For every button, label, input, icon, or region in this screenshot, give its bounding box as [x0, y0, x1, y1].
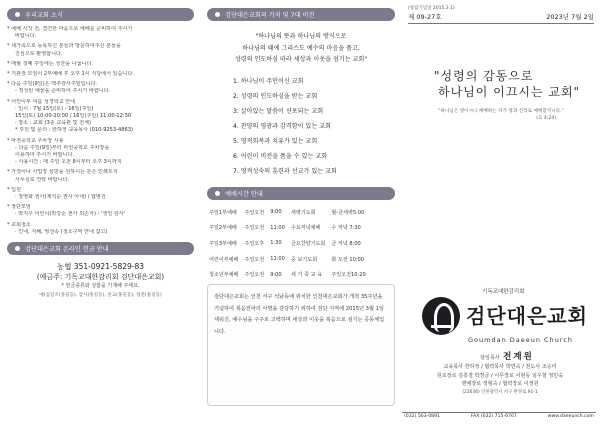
- news-line: - 다음 주일(9일)부터 마전중학교 주차장을: [15, 144, 110, 151]
- issue-registration: (창립기념일 2015.3.1): [408, 6, 455, 11]
- issue-number: 제 09-27호: [408, 13, 442, 21]
- schedule-cell: 11:00: [270, 256, 285, 263]
- schedule-cell: 주일3부예배: [209, 240, 237, 247]
- church-english-name: Goumdan Daeeun Church: [468, 336, 574, 344]
- news-line: * 입원: [7, 186, 22, 193]
- schedule-cell: 주일오전: [244, 225, 265, 232]
- schedule-cell: 중 보기도회: [290, 256, 318, 263]
- vision-item: 2. 성령의 인도하심을 받는 교회: [233, 92, 318, 100]
- news-line: · 일시 : 7월 15일(토) - 16일(주일): [15, 105, 94, 112]
- vision-item: 6. 어린이 비전을 품을 수 있는 교회: [233, 152, 327, 160]
- account-example: 예)십일조(홍길동), 감사(홍길동), 선교(홍길동), 성전(홍길동): [39, 293, 162, 299]
- schedule-cell: 화 오전 10:00: [331, 256, 365, 263]
- schedule-cell: 1:30: [270, 240, 282, 247]
- news-line: * 기관장 모임이 2부예배 후 오후 1시 식당에서 있습니다.: [7, 71, 134, 78]
- news-line: · 장소 : 교회 (3층 교육관 및 전체): [15, 120, 92, 127]
- schedule-cell: 주일오전: [244, 272, 265, 279]
- account-info: [7, 261, 194, 300]
- schedule-cell: 월-금새벽5:00: [331, 209, 365, 216]
- staff-line: 교육목사 한하정 / 협력목사 박연숙 / 전도사 조승미: [443, 364, 557, 370]
- staff-line: 명예장로 정형숙 / 협력장로 이정원: [461, 381, 539, 388]
- news-line: * 새가족으로 등록하신 분들과 방문하여주신 분들을: [7, 43, 121, 50]
- schedule-cell: 어린이부예배: [209, 256, 239, 263]
- schedule-cell: 주일오전10:20: [331, 272, 366, 279]
- vision-column: [200, 0, 400, 424]
- news-line: * 예배 시작 전, 경건한 마음으로 예배를 준비하여 주시기: [7, 26, 133, 32]
- fax-number: FAX (032) 715-6767: [470, 414, 517, 419]
- vision-item: 1. 하나님이 주인이신 교회: [233, 77, 304, 85]
- schedule-cell: 주일오전: [244, 209, 265, 216]
- schedule-header: [207, 187, 395, 200]
- vision-item: 4. 찬양의 영광과 감격함이 있는 교회: [233, 122, 331, 130]
- news-line: * 후원 및 문의 : 한하정 교육목사 (010-9253-4863): [15, 127, 133, 134]
- news-line: 진심으로 환영합니다.: [15, 50, 63, 57]
- church-intro: 검단대은교회는 인천 서구 석남동에 위치한 인천대은교회가 개척 35주년을 기념하여 복음전파의 사명을 감당하기 위하여 검단 지역에 2015년 3월 1일 세워진, 예수님을 구주로 고백하며 세상과 이웃을 복음으로 섬기는 공동체입니다.: [207, 284, 395, 406]
- schedule-row: [209, 236, 372, 252]
- news-header: [7, 8, 194, 21]
- schedule-cell: 9:00: [270, 271, 282, 278]
- news-line: · 장영화 권사(제석순 권사 아내) / 탑병원: [15, 194, 106, 201]
- motto-line-1: "성령의 감동으로: [434, 69, 534, 83]
- news-line: 사무실로 연락 바랍니다.: [15, 176, 70, 183]
- schedule-cell: 새 가 족 교 육: [290, 272, 322, 279]
- church-address: (22636) 인천광역시 서구 완정로 91-1: [462, 389, 538, 395]
- bullet-icon: [215, 191, 220, 196]
- scripture-verse: "하나님은 영이시니 예배하는 자가 영과 진리로 예배할지니라.": [438, 109, 564, 114]
- motto-line-2: 하나님이 이끄시는 교회": [438, 85, 581, 99]
- news-line: - 사용시간 : 매 주일 오전 8시부터 오후 3시까지: [15, 159, 122, 166]
- news-line: * 가정이나 사업장 심방을 원하시는 분은 인쇄트지: [7, 169, 118, 176]
- schedule-cell: 주일오전: [244, 256, 265, 263]
- account-owner: (예금주: 기독교대한감리회 검단대은교회): [36, 273, 165, 282]
- schedule-cell: 9:00: [270, 209, 282, 216]
- news-line: * 어린이부 여름 성경학교 안내: [7, 98, 76, 105]
- news-line: - 정성된 예물을 준비하여 주시기 바랍니다.: [15, 88, 111, 95]
- vision-statement: [207, 31, 395, 66]
- bullet-icon: [15, 12, 20, 17]
- issue-line: [408, 13, 594, 24]
- church-motto: [434, 68, 594, 100]
- scripture-reference: (요 4:24): [536, 116, 556, 121]
- schedule-cell: 새벽기도회: [290, 209, 316, 216]
- account-note: * 헌금종류와 성함을 기재해 주세요.: [61, 283, 140, 290]
- schedule-cell: 11:00: [270, 224, 285, 231]
- account-title: 검단대은교회 온라인 헌금 안내: [25, 246, 109, 254]
- news-line: * 다음 주일(9일)은 맥추감사주일입니다.: [7, 81, 98, 88]
- news-list: [7, 26, 194, 236]
- schedule-cell: 수요저녁예배: [290, 225, 321, 232]
- vision-header: [207, 8, 395, 21]
- vision-item: 5. 영적회복과 치유가 있는 교회: [233, 137, 318, 145]
- bullet-icon: [15, 246, 20, 251]
- news-title: 우리교회 소식: [25, 12, 63, 19]
- schedule-cell: 수 저녁 7:30: [331, 225, 361, 232]
- senior-pastor: [422, 350, 592, 362]
- vision-title: 검단대은교회의 가치 및 7대 비전: [225, 12, 315, 19]
- staff-list: [404, 363, 596, 397]
- church-brand: [422, 287, 592, 362]
- news-line: · 인내, 지혜, 영선속 (청소구역 안내 참고): [15, 228, 108, 235]
- website-link[interactable]: www.daeeunch.com: [547, 414, 594, 419]
- contact-footer: [402, 412, 596, 421]
- news-line: · 박지우 어린이(박강순 권사 외손자) - '생일 감사': [15, 211, 126, 218]
- church-name: 검단대은교회: [466, 304, 588, 328]
- news-line: 15일(토) 10:00-20:00 / 16일(주일) 11:00-12:30: [15, 113, 132, 120]
- news-line: 이용하여 주시기 바랍니다.: [15, 152, 74, 159]
- vision-line: 하나님의 때에 그리스도 예수의 마음을 품고,: [242, 44, 360, 52]
- schedule-cell: 금요찬양기도회: [290, 240, 326, 247]
- brand-row: [422, 297, 592, 335]
- issue-date: 2023년 7월 2일: [546, 13, 594, 21]
- schedule-cell: 주일2부예배: [209, 225, 237, 232]
- church-logo-icon: [422, 297, 460, 335]
- schedule-table: [209, 205, 372, 283]
- denomination: 기독교대한감리회: [482, 289, 525, 295]
- schedule-cell: 주일1부예배: [209, 209, 237, 216]
- schedule-cell: 주일오후: [244, 240, 265, 247]
- pastor-name: 전계원: [503, 352, 534, 362]
- schedule-row: [209, 267, 372, 283]
- vision-item: 3. 살아있는 말씀이 선포되는 교회: [233, 107, 324, 115]
- account-number: 농협 351-0921-5829-83: [56, 262, 145, 272]
- schedule-row: [209, 220, 372, 236]
- schedule-row: [209, 205, 372, 221]
- vision-line: "하나님의 뜻과 하나님의 방식으로: [255, 33, 347, 40]
- account-header: [7, 242, 194, 255]
- schedule-title: 예배시간 안내: [225, 190, 263, 198]
- news-column: [0, 0, 200, 424]
- schedule-row: [209, 251, 372, 267]
- staff-line: 원로장로 김흥겸 박정금 / 시무장로 이현동 임우철 정민숙: [436, 372, 564, 379]
- news-line: * 매월 첫째 주일에는 성찬을 나눕니다.: [7, 60, 94, 67]
- bullet-icon: [215, 12, 220, 17]
- news-line: 바랍니다.: [15, 33, 37, 40]
- phone-number: (032) 563-0891: [404, 414, 440, 419]
- vision-list: [207, 74, 395, 179]
- news-line: * 교회청소: [7, 221, 31, 228]
- pastor-label: 담임목사: [480, 355, 500, 361]
- vision-item: 7. 영적성숙의 훈련과 선교가 있는 교회: [233, 167, 337, 175]
- news-line: * 마전중학교 주차장 사용: [7, 137, 64, 144]
- schedule-cell: 청소년부예배: [209, 272, 239, 279]
- news-line: * 장단모임: [7, 204, 31, 211]
- schedule-cell: 금 저녁 8:00: [331, 240, 361, 247]
- vision-line: 성령의 인도하심 따라 세상과 이웃을 섬기는 교회": [234, 56, 368, 63]
